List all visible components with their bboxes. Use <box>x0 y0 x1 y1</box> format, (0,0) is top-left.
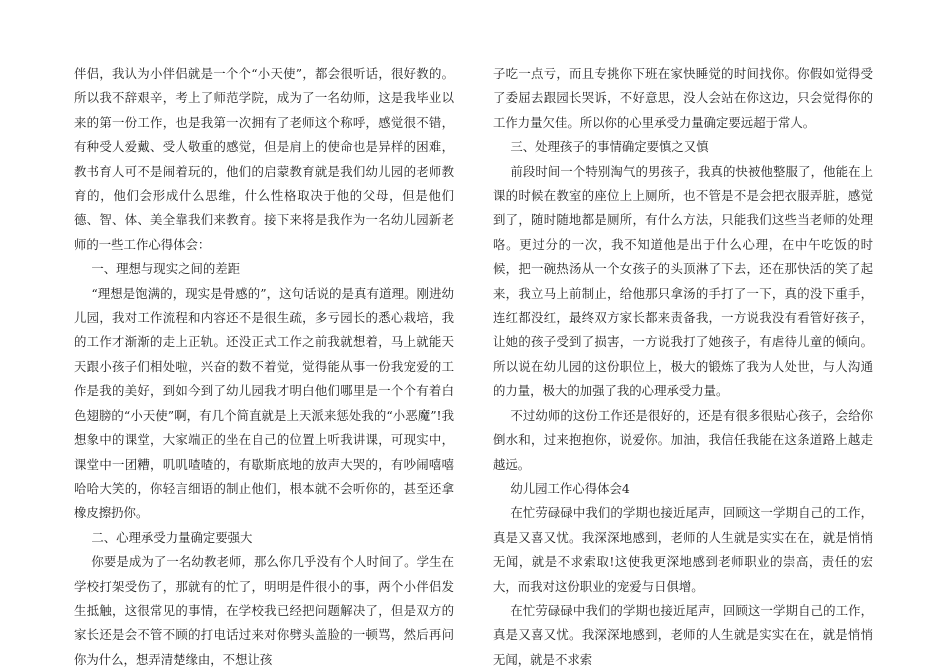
paragraph: 在忙劳碌碌中我们的学期也接近尾声，回顾这一学期自己的工作，真是又喜又忧。我深深地感到，老师的人生就是实实在在，就是悄悄无闻，就是不求索取!这使我更深地感到老师职业的崇高，责任的宏大，而我对这份职业的宠爱与日俱增。 <box>493 505 873 594</box>
section-heading: 一、理想与现实之间的差距 <box>91 261 241 277</box>
paragraph: 伴侣，我认为小伴侣就是一个个“小天使”，都会很听话，很好教的。所以我不辞艰辛，考上了师范学院，成为了一名幼师，这是我毕业以来的第一份工作，也是我第一次拥有了老师这个称呼，感觉很不错，有种受人爱戴、受人敬重的感觉，但是肩上的使命也是异样的困难，教书育人可不是闹着玩的，他们的启蒙教育就是我们幼儿园的老师教育的，他们会形成什么思维，什么性格取决于他的父母，但是他们德、智、体、美全靠我们来教育。接下来将是我作为一名幼儿园新老师的一些工作心得体会： <box>74 66 454 252</box>
left-column <box>74 62 454 672</box>
paragraph: “理想是饱满的，现实是骨感的”，这句话说的是真有道理。刚进幼儿园，我对工作流程和内容还不是很生疏，多亏园长的悉心栽培，我的工作才渐渐的走上正轨。还没正式工作之前我就想着，马上就能天天跟小孩子们相处啦，兴奋的数不着觉，觉得能从事一份我宠爱的工作是我的美好，到如今到了幼儿园我才明白他们哪里是一个个有着白色翅膀的“小天使”啊，有几个简直就是上天派来惩处我的“小恶魔”!我想象中的课堂，大家端正的坐在自己的位置上听我讲课，可现实中，课堂中一团糟，叽叽喳喳的，有歇斯底地的放声大哭的，有吵闹嘻嘻哈哈大笑的，你轻言细语的制止他们，根本就不会听你的，甚至还拿橡皮擦扔你。 <box>74 285 454 521</box>
section-heading: 三、处理孩子的事情确定要慎之又慎 <box>510 139 709 155</box>
section-heading: 二、心理承受力量确定要强大 <box>91 529 253 545</box>
paragraph: 在忙劳碌碌中我们的学期也接近尾声，回顾这一学期自己的工作，真是又喜又忧。我深深地感到，老师的人生就是实实在在，就是悄悄无闻，就是不求索 <box>493 602 873 667</box>
article-heading: 幼儿园工作心得体会4 <box>510 480 630 496</box>
paragraph: 子吃一点亏，而且专挑你下班在家快睡觉的时间找你。你假如觉得受了委屈去跟园长哭诉，不好意思，没人会站在你这边，只会觉得你的工作力量欠佳。所以你的心里承受力量确定要远超于常人。 <box>493 66 873 130</box>
paragraph: 不过幼师的这份工作还是很好的，还是有很多很贴心孩子，会给你倒水和，过来抱抱你，说爱你。加油，我信任我能在这条道路上越走越远。 <box>493 407 873 472</box>
paragraph: 前段时间一个特别淘气的男孩子，我真的快被他整服了，他能在上课的时候在教室的座位上上厕所，也不管是不是会把衣服弄脏，感觉到了，随时随地都是厕所，有什么方法，只能我们这些当老师的处理咯。更过分的一次，我不知道他是出于什么心理，在中午吃饭的时候，把一碗热汤从一个女孩子的头顶淋了下去，还在那快活的笑了起来，我立马上前制止，给他那只拿汤的手打了一下，真的没下重手，连红都没红，最终双方家长都来责备我，一方说我没有看管好孩子，让她的孩子受到了损害，一方说我打了她孩子，有虐待儿童的倾向。所以说在幼儿园的这份职位上，极大的锻炼了我为人处世，与人沟通的力量，极大的加强了我的心理承受力量。 <box>493 163 873 399</box>
paragraph: 你要是成为了一名幼教老师，那么你几乎没有个人时间了。学生在学校打架受伤了，那就有的忙了，明明是件很小的事，两个小伴侣发生抵触，这很常见的事情，在学校我已经把问题解决了，但是双方的家长还是会不管不顾的打电话过来对你劈头盖脸的一顿骂，然后再问你为什么，想弄清楚缘由，不想让孩 <box>74 554 454 667</box>
right-column <box>493 62 873 672</box>
